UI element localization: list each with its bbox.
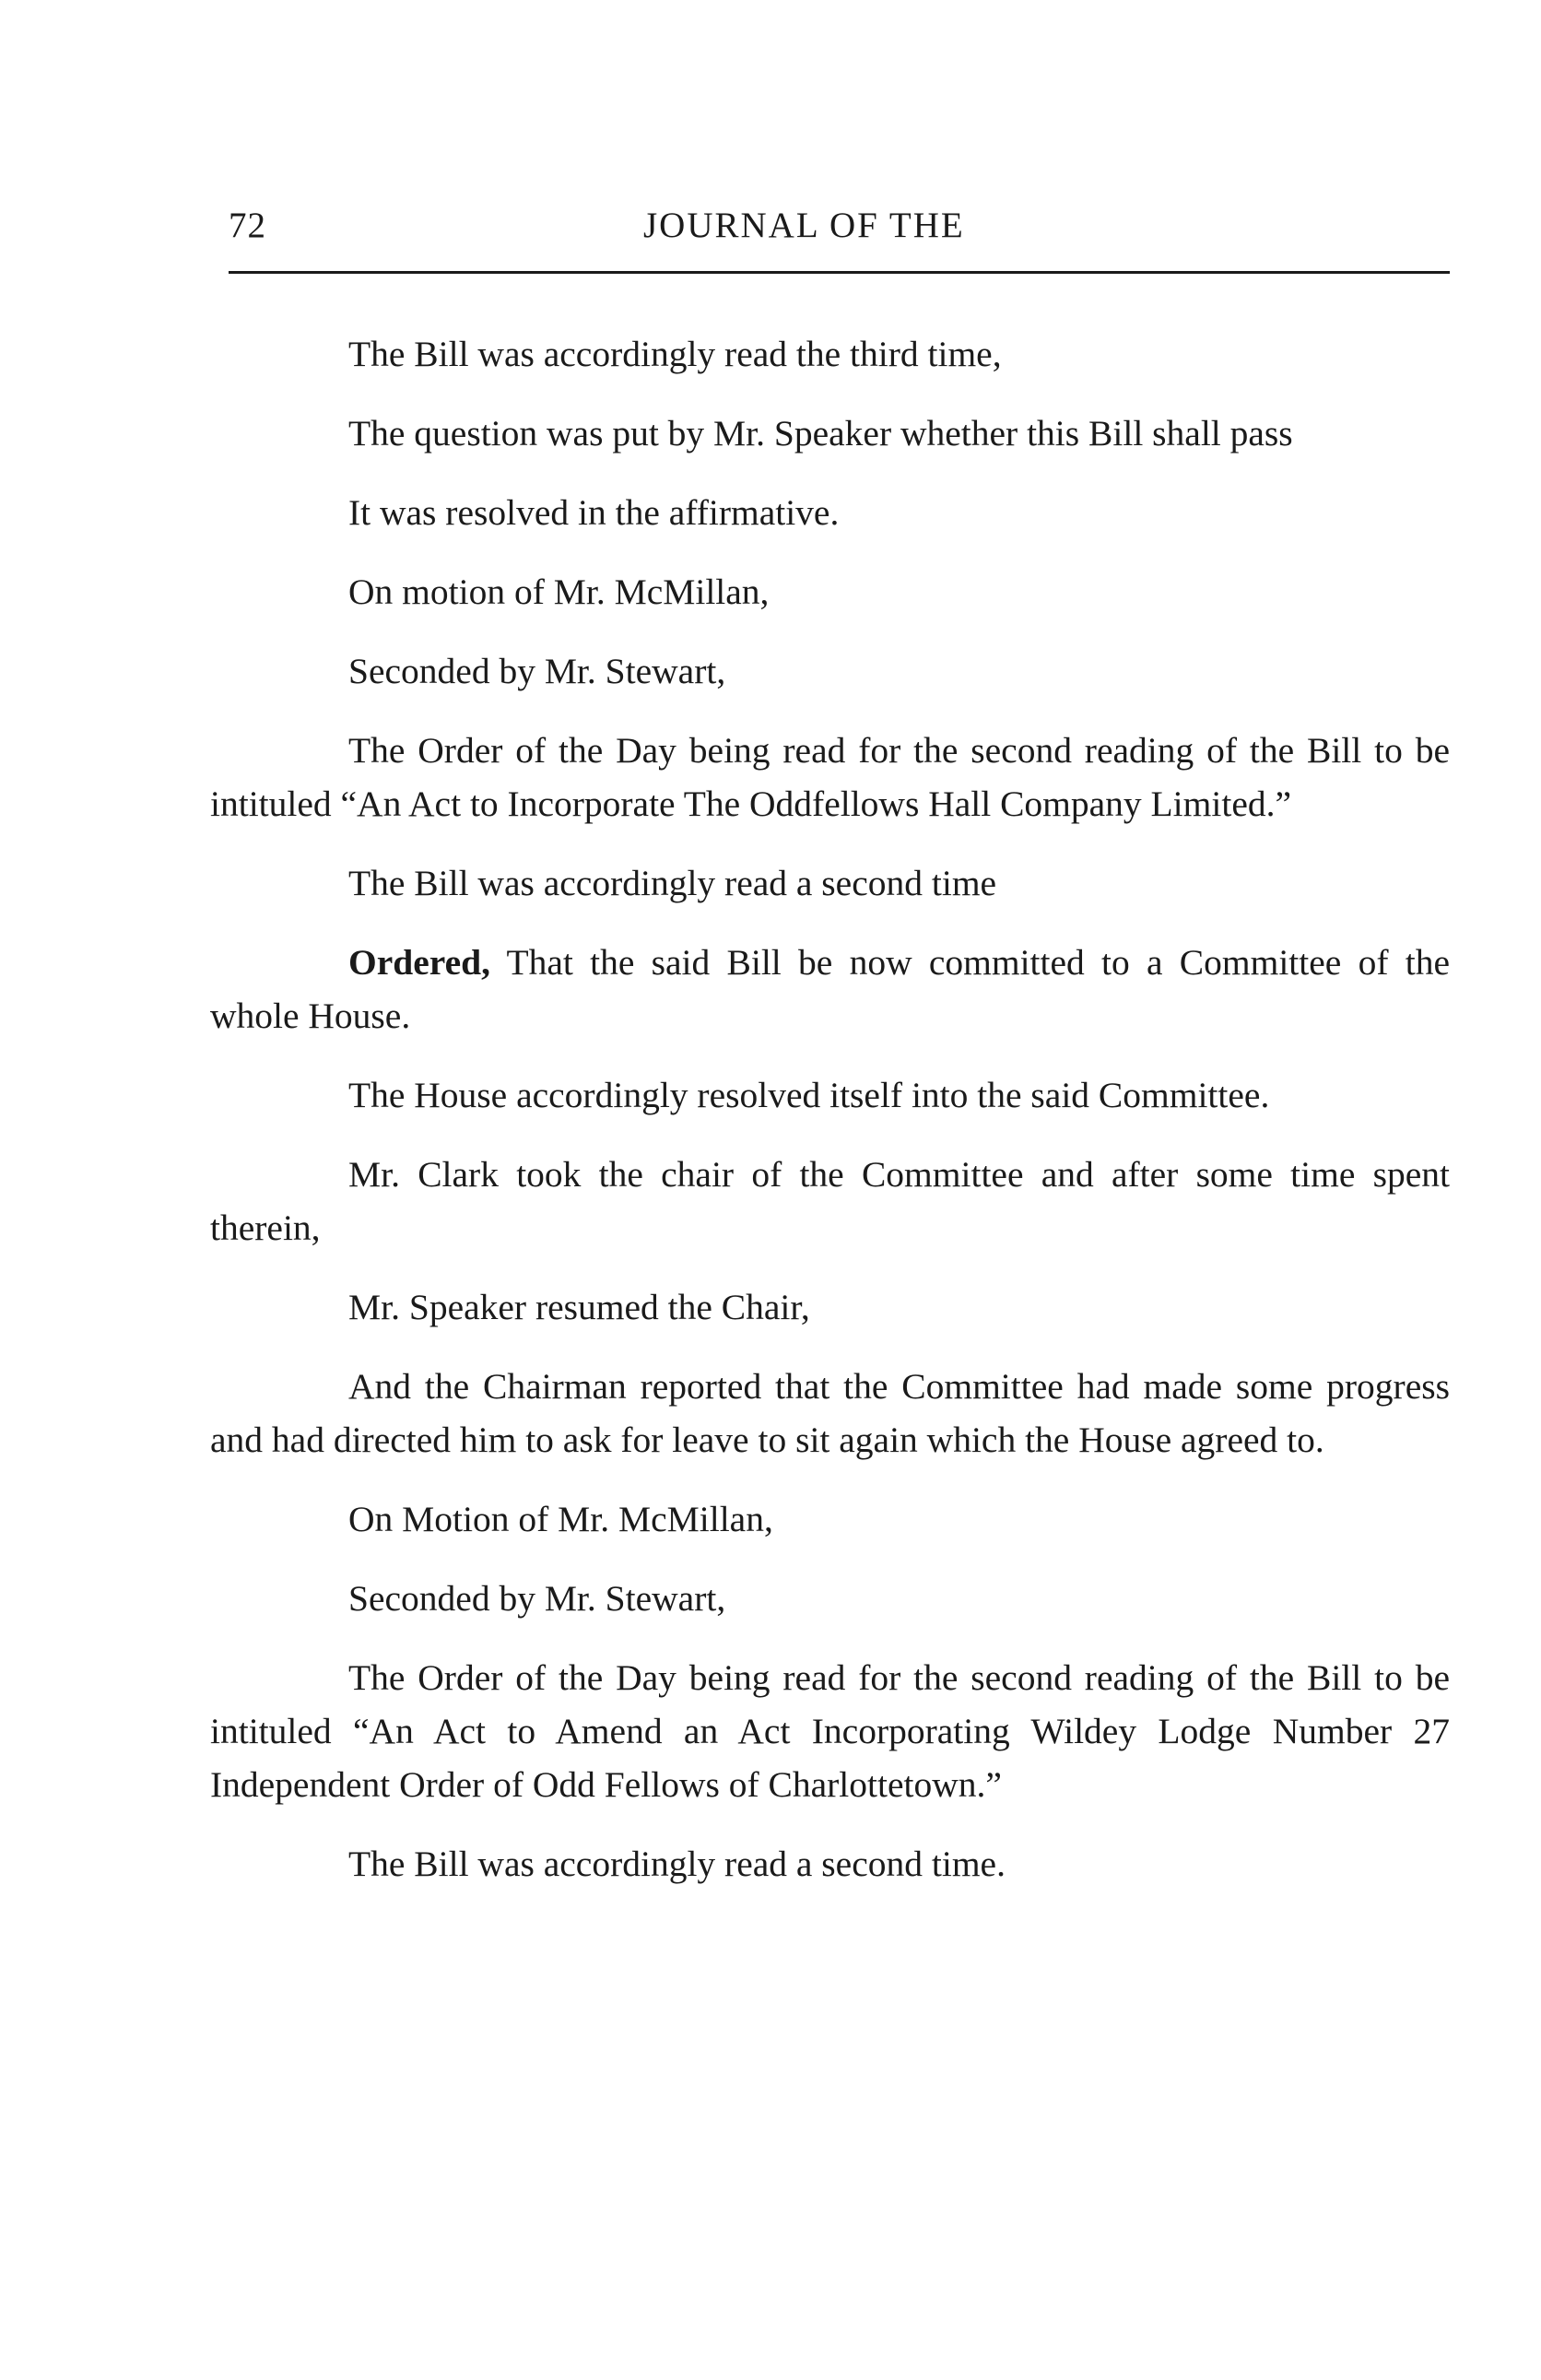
paragraph (210, 856, 1450, 910)
paragraph-text: The Bill was accordingly read a second time (348, 863, 997, 903)
running-head: JOURNAL OF THE (643, 206, 965, 245)
paragraph (210, 1651, 1450, 1811)
header-rule (229, 271, 1450, 274)
paragraph (210, 1360, 1450, 1467)
paragraph-text: The Order of the Day being read for the second reading of the Bill to be intituled “An Act to Incorporate The Oddfellows Hall Company Limited.” (210, 730, 1450, 824)
paragraph (210, 1148, 1450, 1255)
paragraph-text: The Bill was accordingly read a second time. (348, 1844, 1006, 1884)
page-number: 72 (229, 206, 266, 245)
paragraph-text: The House accordingly resolved itself into the said Committee. (348, 1075, 1270, 1115)
page-header (229, 205, 1450, 260)
paragraph (210, 1492, 1450, 1546)
paragraph-text: And the Chairman reported that the Committee had made some progress and had directed him to ask for leave to sit again which the House agreed to. (210, 1366, 1450, 1460)
paragraph (210, 406, 1450, 460)
paragraph-text: Mr. Clark took the chair of the Committee and after some time spent therein, (210, 1154, 1450, 1248)
paragraph (210, 1837, 1450, 1891)
paragraph (210, 724, 1450, 831)
paragraph (210, 486, 1450, 539)
journal-body (210, 327, 1450, 1891)
paragraph-text: The Bill was accordingly read the third time, (348, 334, 1002, 374)
paragraph-text: On Motion of Mr. McMillan, (348, 1499, 773, 1539)
paragraph-lead: Ordered, (348, 942, 490, 983)
paragraph-text: Mr. Speaker resumed the Chair, (348, 1287, 810, 1327)
paragraph-text: That the said Bill be now committed to a Committee of the whole House. (210, 942, 1450, 1036)
paragraph (210, 327, 1450, 381)
paragraph (210, 1280, 1450, 1334)
paragraph-text: On motion of Mr. McMillan, (348, 571, 770, 612)
paragraph-text: The Order of the Day being read for the second reading of the Bill to be intituled “An Act to Amend an Act Incorporating Wildey Lodge Number 27 Independent Order of Odd Fellows of Charlottetown.” (210, 1657, 1450, 1805)
paragraph (210, 644, 1450, 698)
paragraph (210, 565, 1450, 619)
paragraph (210, 936, 1450, 1043)
paragraph-text: Seconded by Mr. Stewart, (348, 651, 726, 691)
paragraph (210, 1068, 1450, 1122)
paragraph-text: The question was put by Mr. Speaker whether this Bill shall pass (348, 413, 1293, 454)
paragraph (210, 1572, 1450, 1625)
paragraph-text: It was resolved in the affirmative. (348, 492, 840, 533)
paragraph-text: Seconded by Mr. Stewart, (348, 1578, 726, 1619)
